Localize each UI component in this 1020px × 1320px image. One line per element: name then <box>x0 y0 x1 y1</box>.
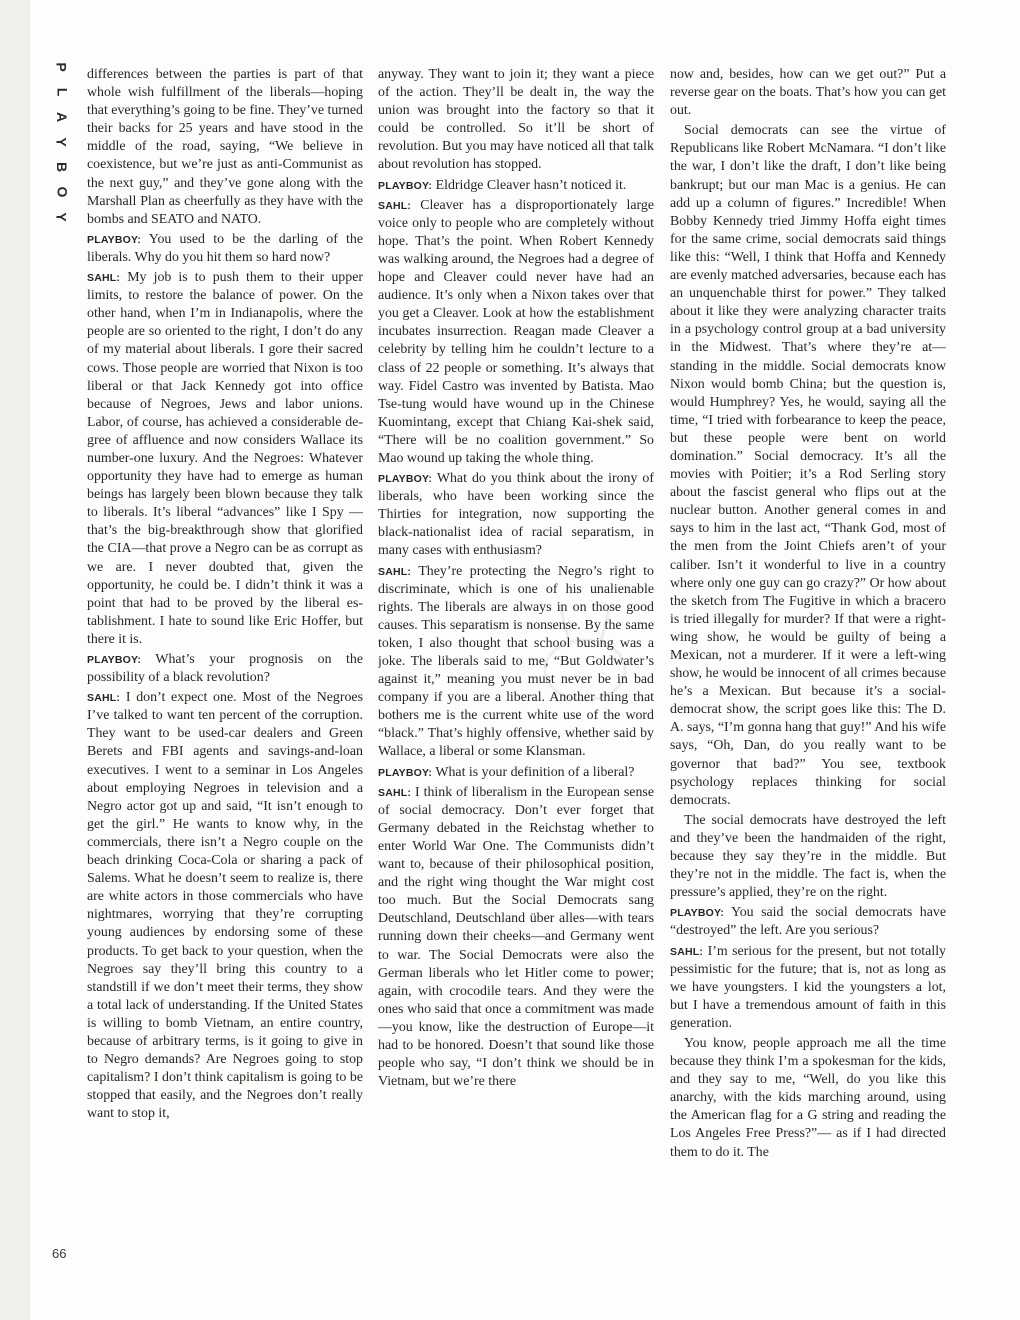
speaker-label: PLAYBOY: <box>378 473 433 486</box>
paragraph-text: I don’t expect one. Most of the Negroes I’ve talked to want ten percent of the corruption. They want to be used-car dealers and Green Berets and FBI agents and savings-and-loan executives. I went to a seminar in Los Angeles about employing Negroes in television and a Negro actor got up and said, “It isn’t enough to get the girl.” He wants to know why, in the commercials, there isn’t a Negro couple on the beach drinking Coca-Cola or sharing a pack of Salems. What he doesn’t seem to realize is, there are white actors in those commercials who have nightmares, worrying that they’re corrupting young audiences by endorsing some of these products. To get back to your question, when the Negroes say they’ll bring this country to a standstill if we don’t meet their terms, they show a total lack of understanding. If the United States is willing to bomb Vietnam, an entire country, because of arbitrary terms, is it going to give in to Negro demands? Are Negroes going to stop capitalism? I don’t think capitalism is going to be stopped that easily, and the Negroes don’t really want to stop it, <box>87 690 363 1122</box>
body-paragraph <box>87 66 363 229</box>
paragraph-text: The social democrats have destroyed the left and they’ve been the handmaiden of the right, because they say they’re in the middle. But they’re not in the middle. The fact is, when the pressure’s applied, they’re on the right. <box>670 812 946 901</box>
speaker-label: PLAYBOY: <box>378 179 433 192</box>
paragraph-text: You used to be the darling of the liberals. Why do you hit them so hard now? <box>87 231 363 265</box>
text-column-2 <box>378 66 654 1276</box>
paragraph-text: What’s your prognosis on the possibility of a black revolution? <box>87 652 363 686</box>
speaker-label: PLAYBOY: <box>87 654 142 666</box>
body-paragraph <box>670 812 946 902</box>
interview-paragraph <box>378 764 654 782</box>
interview-paragraph <box>87 269 363 649</box>
interview-paragraph <box>378 197 654 468</box>
text-column-3 <box>670 66 946 1276</box>
masthead-letter: B <box>54 161 70 173</box>
body-paragraph <box>378 66 654 175</box>
paragraph-text: What is your definition of a liberal? <box>432 764 635 780</box>
masthead-letter: P <box>54 62 70 72</box>
page-number: 66 <box>52 1246 67 1261</box>
paragraph-text: anyway. They want to join it; they want a piece of the action. They’ll be dealt in, the way the union was brought into the factory so that it could be controlled. So it’ll be short of revolution. But you may have noticed all that talk about revolution has stopped. <box>378 67 654 173</box>
paragraph-text: Social democrats can see the virtue of Republicans like Robert McNamara. “I don’t like the war, I don’t like the draft, I don’t like being bankrupt; but our man Mac is a genius. He can add up a column of figures.” Incredible! When Bobby Kennedy tried Jimmy Hoffa eight times for the same crime, social democrats said things like this: “Well, I think that Hoffa and Kennedy are evenly matched adversaries, because each has an unquenchable thirst for power.” They talked about it like they were analyzing character traits in a psychology control group at a bad university in the Midwest. That’s where they’re at— standing in the middle. Social democrats know Nixon would bomb China; but the question is, would Humphrey? Yes, he would, saying all the time, “I tried with forbearance to keep the peace, but these people were bent on world domination.” Social democracy. It’s all the movies with Poitier; it’s a Rod Serling story about the fascist general who flips out at the nuclear button. Another general comes in and says to him in the last act, “Thank God, most of the men from the Joint Chiefs aren’t of your caliber. Isn’t it wonderful to live in a country where only one guy can go crazy?” Or how about the sketch from The Fugitive in which a bracero is tried illegally for murder? If that were a right-wing show, he would be guilty of being a Mexican, not a murderer. If it were a left-wing show, he would be innocent of all crimes because he’s a Mexican. But because it’s a social-democrat show, the script goes like this: The D. A. says, “I’m gonna hang that guy!” And his wife says, “Oh, Dan, do you really want to be governor that bad?” You see, textbook psychology replaces thinking for social democrats. <box>670 123 946 808</box>
body-paragraph <box>670 1035 946 1162</box>
paragraph-text: I think of liberalism in the European sense of social democracy. Don’t ever forget that Germany debated in the Reichstag whether to enter World War One. The Communists didn’t want to, because of their philosophical position, and the right wing thought the War might cost too much. But the Social Democrats sang Deutschland, Deutschland über alles—with tears running down their cheeks—and Germany went to war. The Social Democrats were also the German liberals who let Hitler come to power; again, with crocodile tears. And they were the ones who said that once a commitment was made—you know, like the destruction of Europe—it had to be honored. Doesn’t that sound like those people who say, “I don’t think we should be in Vietnam, but we’re there <box>378 784 654 1090</box>
speaker-label: PLAYBOY: <box>670 907 725 920</box>
interview-paragraph <box>378 784 654 1092</box>
speaker-label: PLAYBOY: <box>87 233 142 246</box>
paragraph-text: What do you think about the irony of liberals, who have been working since the Thirties for integration, now supporting the black-nationalist idea of racial separatism, in many cases with enthusiasm? <box>378 471 654 559</box>
interview-paragraph <box>670 943 946 1033</box>
masthead-letter: Y <box>54 137 70 147</box>
body-paragraph <box>670 122 946 810</box>
playboy-masthead <box>48 60 76 235</box>
speaker-label: SAHL: <box>670 945 704 958</box>
speaker-label: SAHL: <box>378 199 412 212</box>
speaker-label: SAHL: <box>378 786 412 799</box>
speaker-label: SAHL: <box>87 272 121 285</box>
paragraph-text: differences between the parties is part of that whole wish fulfillment of the liberals—hoping that everything’s going to be fine. They’ve turned their backs for 25 years and have stood in the middle of the road, saying, “We believe in coexistence, but we’re just as anti-Communist as the next guy,” and they’ve gone along with the Marshall Plan as cheerfully as they have with the bombs and SEATO and NATO. <box>87 67 363 227</box>
text-column-1 <box>87 66 363 1276</box>
speaker-label: SAHL: <box>87 692 121 705</box>
interview-paragraph <box>87 651 363 687</box>
masthead-letter: O <box>53 186 70 198</box>
interview-paragraph <box>87 231 363 267</box>
paragraph-text: My job is to push them to their upper limits, to restore the balance of power. On the other hand, when I’m in Indianapolis, where the people are so oriented to the right, I don’t do any of my material about liberals. I gore their sacred cows. Those people are worried that Nixon is too liberal or that Jack Kennedy got into office because of Negroes, Jews and labor unions. Labor, of course, has achieved a considerable degree of affluence and now considers Wallace its number-one luxury. And the Negroes: Whatever opportunity they have had to emerge as human beings has largely been blown because they talk to liberals. It’s liberal “advances” like I Spy —that’s the big-breakthrough show that glorified the CIA—that prove a Negro can be as corrupt as we are. I never doubted that, given the opportunity, he could be. I didn’t think it was a point that had to be proved by the liberal establishment. I hate to sound like Eric Hoffer, but there it is. <box>87 270 363 647</box>
interview-paragraph <box>378 177 654 195</box>
interview-paragraph <box>670 904 946 940</box>
page-edge <box>0 0 30 1320</box>
paragraph-text: Cleaver has a disproportionately large voice only to people who are completely without hope. That’s the point. When Robert Kennedy was walking around, the Negroes had a degree of hope and Cleaver could never have had an audience. It’s only when a Nixon takes over that you get a Cleaver. Look at how the establishment incubates insurrection. Reagan made Cleaver a celebrity by telling him he couldn’t lecture to a class of 22 people or something. It’s always that way. Fidel Castro was invented by Batista. Mao Tse-tung would have wound up in the Chinese Kuomintang, except that Chiang Kai-shek said, “There will be no coalition government.” So Mao wound up taking the whole thing. <box>378 197 654 466</box>
interview-paragraph <box>378 563 654 762</box>
paragraph-text: They’re protecting the Negro’s right to discriminate, which is one of his unalienable rights. The liberals are always in on those good causes. This separatism is nonsense. By the same token, I also thought that school busing was a joke. The liberals said to me, “But Goldwater’s against it,” meaning you must never be in bad company if you are a liberal. Another thing that bothers me is the current white use of the word “black.” That’s highly offensive, whether said by Wallace, a liberal or some Klansman. <box>378 563 654 760</box>
masthead-letter: Y <box>54 212 70 222</box>
paragraph-text: now and, besides, how can we get out?” Put a reverse gear on the boats. That’s how you can get out. <box>670 67 946 119</box>
speaker-label: SAHL: <box>378 565 412 578</box>
body-paragraph <box>670 66 946 120</box>
masthead-letter: A <box>54 111 70 123</box>
interview-paragraph <box>378 470 654 560</box>
speaker-label: PLAYBOY: <box>378 766 433 779</box>
paragraph-text: You said the social democrats have “destroyed” the left. Are you serious? <box>670 905 946 939</box>
paragraph-text: I’m serious for the present, but not totally pessimistic for the future; that is, not as long as we have youngsters. I kid the youngsters a lot, but I have a tremendous amount of faith in this generation. <box>670 943 946 1031</box>
masthead-letter: L <box>54 87 70 97</box>
paragraph-text: You know, people approach me all the time because they think I’m a spokesman for the kids, and they say to me, “Well, do you like this anarchy, with the kids marching around, using the American flag for a G string and reading the Los Angeles Free Press?”— as if I had directed them to do it. The <box>670 1035 946 1160</box>
interview-paragraph <box>87 689 363 1123</box>
paragraph-text: Eldridge Cleaver hasn’t noticed it. <box>432 177 627 193</box>
